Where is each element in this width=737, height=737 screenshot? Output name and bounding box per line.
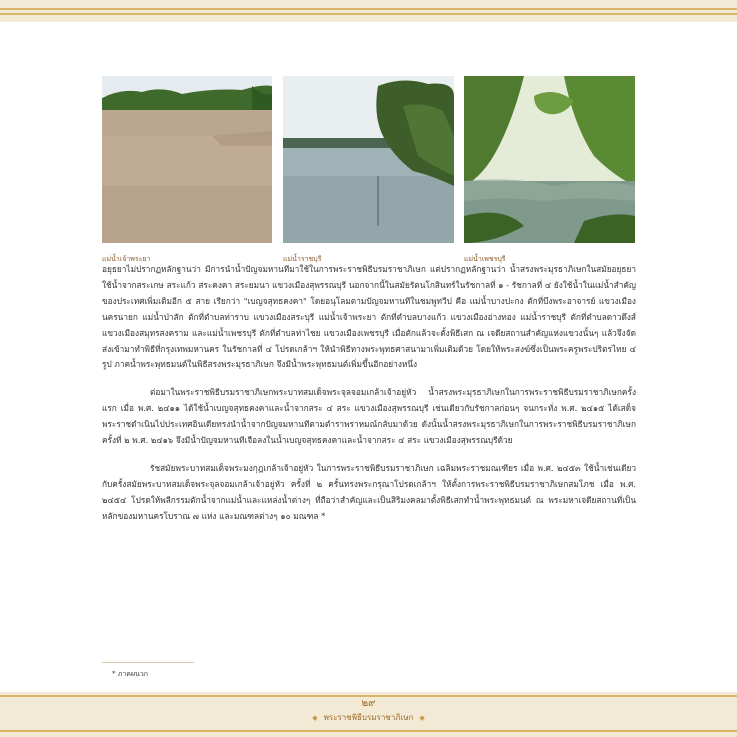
page-number: ๒๙: [361, 698, 376, 709]
book-title-text: พระราชพิธีบรมราชาภิเษก: [323, 713, 414, 722]
diamond-ornament-icon: ◆: [312, 714, 318, 722]
photo-caption: แม่น้ำเจ้าพระยา: [102, 255, 151, 263]
bottom-band-line: [0, 730, 737, 732]
top-decorative-band: [0, 0, 737, 22]
photo-chao-phraya: [102, 76, 272, 243]
photo-row: [102, 76, 635, 244]
body-text: [102, 262, 636, 537]
paragraph: ต่อมาในพระราชพิธีบรมราชาภิเษกพระบาทสมเด็จพระจุลจอมเกล้าเจ้าอยู่หัว น้ำสรงพระมุรธาภิเษกในการพระราชพิธีบรมราชาภิเษกครั้งแรก เมื่อ พ.ศ. ๒๔๑๑ ได้ใช้น้ำเบญจสุทธคงคาและน้ำจากสระ ๔ สระ แขวงเมืองสุพรรณบุรี เช่นเดียวกับรัชกาลก่อนๆ จนกระทั่ง พ.ศ. ๒๔๑๕ ได้เสด็จพระราชดำเนินไปประเทศอินเดียทรงนำน้ำจากปัญจมหานทีตามตำราพราหมณ์กลับมาด้วย ดังนั้นน้ำสรงพระมุรธาภิเษกในการพระราชพิธีบรมราชาภิเษกครั้งที่ ๒ พ.ศ. ๒๔๑๖ จึงมีน้ำปัญจมหานทีเจือลงในน้ำเบญจสุทธคงคาและน้ำจากสระ ๔ สระ แขวงเมืองสุพรรณบุรีด้วย: [102, 387, 636, 446]
photo-ratchaburi: [283, 76, 454, 243]
top-band-line: [0, 13, 737, 15]
paragraph: อยุธยาไม่ปรากฏหลักฐานว่า มีการนำน้ำปัญจมหานทีมาใช้ในการพระราชพิธีบรมราชาภิเษก แต่ปรากฏหลักฐานว่า น้ำสรงพระมุรธาภิเษกในสมัยอยุธยาใช้น้ำจากสระเกษ สระแก้ว สระคงคา สระยมนา แขวงเมืองสุพรรณบุรี นอกจากนี้ในสมัยรัตนโกสินทร์ในรัชกาลที่ ๑ - รัชกาลที่ ๔ ยังใช้น้ำในแม่น้ำสำคัญของประเทศเพิ่มเติมอีก ๕ สาย เรียกว่า "เบญจสุทธคงคา" โดยอนุโลมตามปัญจมหานทีในชมพูทวีป คือ แม่น้ำบางปะกง ตักที่บึงพระอาจารย์ แขวงเมืองนครนายก แม่น้ำป่าสัก ตักที่ตำบลท่าราบ แขวงเมืองสระบุรี แม่น้ำเจ้าพระยา ตักที่ตำบลบางแก้ว แขวงเมืองอ่างทอง แม่น้ำราชบุรี ตักที่ตำบลดาวดึงส์ แขวงเมืองสมุทรสงคราม และแม่น้ำเพชรบุรี ตักที่ตำบลท่าไชย แขวงเมืองเพชรบุรี เมื่อตักแล้วจะตั้งพิธีเสก ณ เจดียสถานสำคัญแห่งแขวงนั้นๆ แล้วจึงจัดส่งเข้ามาทำพิธีที่กรุงเทพมหานคร ในรัชกาลที่ ๔ โปรดเกล้าฯ ให้นำพิธีทางพระพุทธศาสนามาเพิ่มเติมด้วย โดยให้พระสงฆ์ซึ่งเป็นพระครูพระปริตรไทย ๔ รูป ภาคน้ำพระพุทธมนต์ในพิธีสรงพระมุรธาภิเษก จึงมีน้ำพระพุทธมนต์เพิ่มขึ้นอีกอย่างหนึ่ง: [102, 264, 636, 370]
footnote: * ภาคผนวก: [112, 670, 149, 678]
book-title: [0, 711, 737, 724]
photo-caption: แม่น้ำเพชรบุรี: [464, 255, 506, 263]
footnote-divider: [102, 662, 194, 663]
diamond-ornament-icon: ◆: [419, 714, 425, 722]
top-band-line: [0, 8, 737, 10]
photo-phetchaburi: [464, 76, 635, 243]
paragraph: รัชสมัยพระบาทสมเด็จพระมงกุฎเกล้าเจ้าอยู่หัว ในการพระราชพิธีบรมราชาภิเษก เฉลิมพระราชมณเฑียร เมื่อ พ.ศ. ๒๔๕๓ ใช้น้ำเช่นเดียวกับครั้งสมัยพระบาทสมเด็จพระจุลจอมเกล้าเจ้าอยู่หัว ครั้งที่ ๒ ครั้นทรงพระกรุณาโปรดเกล้าฯ ให้ตั้งการพระราชพิธีบรมราชาภิเษกสมโภช เมื่อ พ.ศ. ๒๔๕๔ โปรดให้พลีกรรมตักน้ำจากแม่น้ำและแหล่งน้ำต่างๆ ที่ถือว่าสำคัญและเป็นสิริมงคลมาตั้งพิธีเสกทำน้ำพระพุทธมนต์ ณ พระมหาเจดียสถานที่เป็นหลักของมหานครโบราณ ๗ แห่ง และมณฑลต่างๆ ๑๐ มณฑล *: [102, 462, 636, 521]
photo-caption: แม่น้ำราชบุรี: [283, 255, 322, 263]
